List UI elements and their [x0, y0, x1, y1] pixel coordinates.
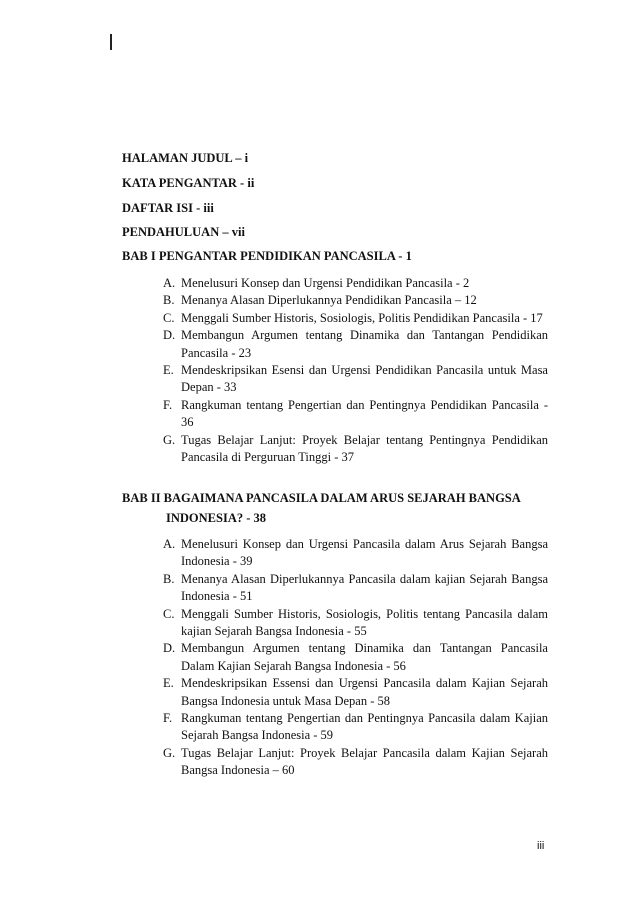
item-marker: F. [163, 397, 173, 412]
chapter-2-heading [122, 491, 521, 526]
item-marker: A. [163, 276, 176, 290]
list-item [163, 275, 548, 292]
item-text: Menelusuri Konsep dan Urgensi Pancasila dalam Arus Sejarah Bangsa Indonesia - 39 [181, 537, 548, 569]
list-item [163, 710, 548, 745]
item-marker: E. [163, 363, 174, 378]
item-text: Menelusuri Konsep dan Urgensi Pendidikan Pancasila - 2 [181, 276, 470, 290]
chapter-2-title-line1: BAB II BAGAIMANA PANCASILA DALAM ARUS SEJARAH BANGSA [122, 491, 521, 505]
item-text: Mendeskripsikan Esensi dan Urgensi Pendidikan Pancasila untuk Masa Depan - 33 [181, 363, 548, 395]
item-marker: F. [163, 711, 173, 726]
item-marker: E. [163, 676, 174, 691]
chapter-1-list [163, 275, 548, 466]
item-text: Rangkuman tentang Pengertian dan Pentingnya Pancasila dalam Kajian Sejarah Bangsa Indonesia - 59 [181, 711, 548, 743]
list-item [163, 362, 548, 397]
item-marker: C. [163, 606, 175, 621]
list-item [163, 292, 548, 309]
text-cursor-bar [110, 34, 112, 50]
list-item [163, 397, 548, 432]
item-marker: G. [163, 745, 176, 760]
list-item [163, 640, 548, 675]
list-item [163, 327, 548, 362]
item-text: Menggali Sumber Historis, Sosiologis, Politis Pendidikan Pancasila - 17 [181, 310, 543, 325]
item-text: Rangkuman tentang Pengertian dan Pentingnya Pendidikan Pancasila - 36 [181, 397, 548, 430]
item-text: Menanya Alasan Diperlukannya Pendidikan Pancasila – 12 [181, 293, 477, 308]
item-marker: B. [163, 293, 175, 308]
list-item [163, 606, 548, 641]
item-text: Membangun Argumen tentang Dinamika dan Tantangan Pendidikan Pancasila - 23 [181, 328, 548, 360]
chapter-2-list [163, 536, 548, 780]
list-item [163, 571, 548, 606]
chapter-1-heading: BAB I PENGANTAR PENDIDIKAN PANCASILA - 1 [122, 249, 412, 263]
item-text: Menggali Sumber Historis, Sosiologis, Politis tentang Pancasila dalam kajian Sejarah Bangsa Indonesia - 55 [181, 606, 548, 639]
list-item [163, 536, 548, 571]
list-item [163, 675, 548, 710]
item-marker: B. [163, 571, 175, 586]
list-item [163, 310, 548, 327]
chapter-2-title-line2: INDONESIA? - 38 [166, 511, 267, 525]
list-item [163, 432, 548, 467]
item-marker: C. [163, 310, 175, 325]
toc-entry-pendahuluan: PENDAHULUAN – vii [122, 225, 245, 239]
toc-entry-kata-pengantar: KATA PENGANTAR - ii [122, 176, 255, 190]
item-text: Tugas Belajar Lanjut: Proyek Belajar Pancasila dalam Kajian Sejarah Bangsa Indonesia – 60 [181, 745, 548, 778]
toc-entry-daftar-isi: DAFTAR ISI - iii [122, 201, 214, 215]
item-marker: D. [163, 328, 176, 343]
list-item [163, 745, 548, 780]
item-marker: G. [163, 432, 176, 447]
toc-entry-halaman-judul: HALAMAN JUDUL – i [122, 151, 249, 165]
page-number: iii [537, 840, 545, 852]
item-text: Tugas Belajar Lanjut: Proyek Belajar tentang Pentingnya Pendidikan Pancasila di Perguruan Tinggi - 37 [181, 432, 548, 465]
item-text: Menanya Alasan Diperlukannya Pancasila dalam kajian Sejarah Bangsa Indonesia - 51 [181, 571, 548, 604]
item-text: Mendeskripsikan Essensi dan Urgensi Pancasila dalam Kajian Sejarah Bangsa Indonesia untuk Masa Depan - 58 [181, 676, 548, 708]
item-text: Membangun Argumen tentang Dinamika dan Tantangan Pancasila Dalam Kajian Sejarah Bangsa Indonesia - 56 [181, 641, 548, 673]
item-marker: A. [163, 537, 176, 551]
item-marker: D. [163, 641, 176, 656]
